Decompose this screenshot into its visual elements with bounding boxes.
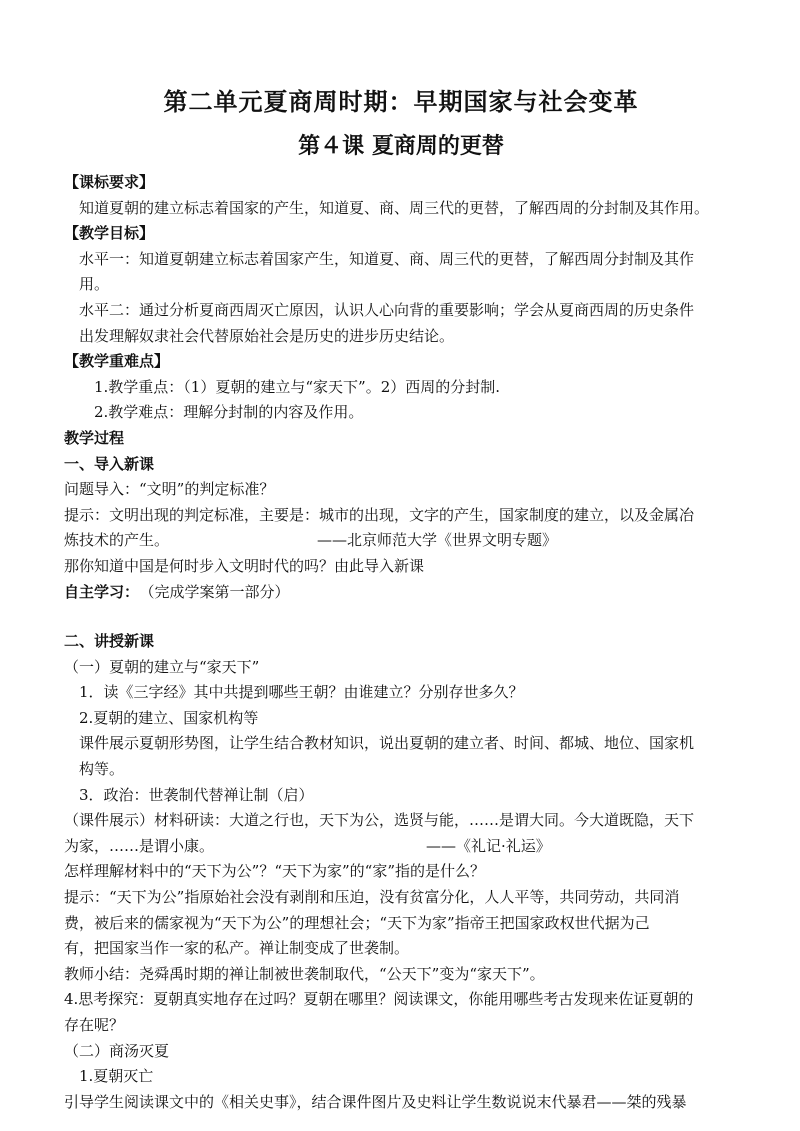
paragraph-line: 1．读《三字经》其中共提到哪些王朝？由谁建立？分别存世多久？ [79,683,524,702]
blank-line [64,605,738,629]
paragraph-line: 费，被后来的儒家视为“天下为公”的理想社会；“天下为家”指帝王把国家政权世代据为己 [64,913,650,932]
section-heading: 二、讲授新课 [64,632,155,651]
paragraph-line: 那你知道中国是何时步入文明时代的吗？由此导入新课 [64,556,425,575]
paragraph-line: 课件展示夏朝形势图，让学生结合教材知识，说出夏朝的建立者、时间、都城、地位、国家机 [79,734,695,753]
paragraph-line: 怎样理解材料中的“天下为公”？“天下为家”的“家”指的是什么？ [64,862,486,881]
paragraph-line: 出发理解奴隶社会代替原始社会是历史的进步历史结论。 [79,326,455,345]
self-study-label: 自主学习： [64,582,140,601]
paragraph-line [64,834,738,860]
subsection-heading: （一）夏朝的建立与“家天下” [64,657,260,676]
source-citation: ——《礼记·礼运》 [426,836,551,855]
section-heading: 【教学重难点】 [64,352,170,371]
lesson-title: 第４课 夏商周的更替 [298,134,504,159]
paragraph-line: 水平一：知道夏朝建立标志着国家产生，知道夏、商、周三代的更替，了解西周分封制及其作 [79,249,695,268]
paragraph-line: 用。 [79,275,110,294]
unit-title: 第二单元夏商周时期：早期国家与社会变革 [163,88,639,116]
paragraph-line: 问题导入：“文明”的判定标准？ [64,480,275,499]
paragraph-line: 提示：文明出现的判定标准，主要是：城市的出现，文字的产生，国家制度的建立，以及金属冶 [64,505,695,524]
paragraph-line: 引导学生阅读课文中的《相关史事》，结合课件图片及史料让学生数说说末代暴君——桀的残暴 [64,1092,687,1111]
paragraph-line [64,580,738,606]
paragraph-line: 1.教学重点：（1）夏朝的建立与“家天下”。2）西周的分封制. [94,377,501,396]
paragraph-line [64,528,738,554]
source-citation: ——北京师范大学《世界文明专题》 [317,531,558,550]
paragraph-line: 3．政治：世袭制代替禅让制（启） [79,785,314,804]
paragraph-line: 提示：“天下为公”指原始社会没有剥削和压迫，没有贫富分化，人人平等，共同劳动，共同消 [64,888,680,907]
section-heading: 教学过程 [64,428,125,447]
paragraph-line: 4.思考探究：夏朝真实地存在过吗？夏朝在哪里？阅读课文，你能用哪些考古发现来佐证夏朝的 [64,990,694,1009]
paragraph-line: 2.夏朝的建立、国家机构等 [79,708,259,727]
self-study-note: （完成学案第一部分） [147,582,290,601]
paragraph-line: 有，把国家当作一家的私产。禅让制变成了世袭制。 [64,939,410,958]
subsection-heading: （二）商汤灭夏 [64,1041,170,1060]
paragraph-text: 炼技术的产生。 [64,531,170,550]
paragraph-text: 为家，……是谓小康。 [64,836,215,855]
paragraph-line: （课件展示）材料研读：大道之行也，天下为公，选贤与能，……是谓大同。今大道既隐，天下 [64,811,695,830]
paragraph-line: 教师小结：尧舜禹时期的禅让制被世袭制取代，“公天下”变为“家天下”。 [64,964,545,983]
paragraph-line: 1.夏朝灭亡 [79,1067,154,1086]
paragraph-line: 存在呢？ [64,1016,125,1034]
paragraph-line: 水平二：通过分析夏商西周灭亡原因，认识人心向背的重要影响；学会从夏商西周的历史条件 [79,300,695,319]
section-heading: 【教学目标】 [64,224,155,243]
section-heading: 【课标要求】 [64,173,155,191]
paragraph-line: 2.教学难点：理解分封制的内容及作用。 [94,403,364,422]
paragraph-line: 构等。 [79,760,125,779]
section-heading: 一、导入新课 [64,454,155,473]
paragraph-line: 知道夏朝的建立标志着国家的产生，知道夏、商、周三代的更替，了解西周的分封制及其作用。 [79,198,710,217]
